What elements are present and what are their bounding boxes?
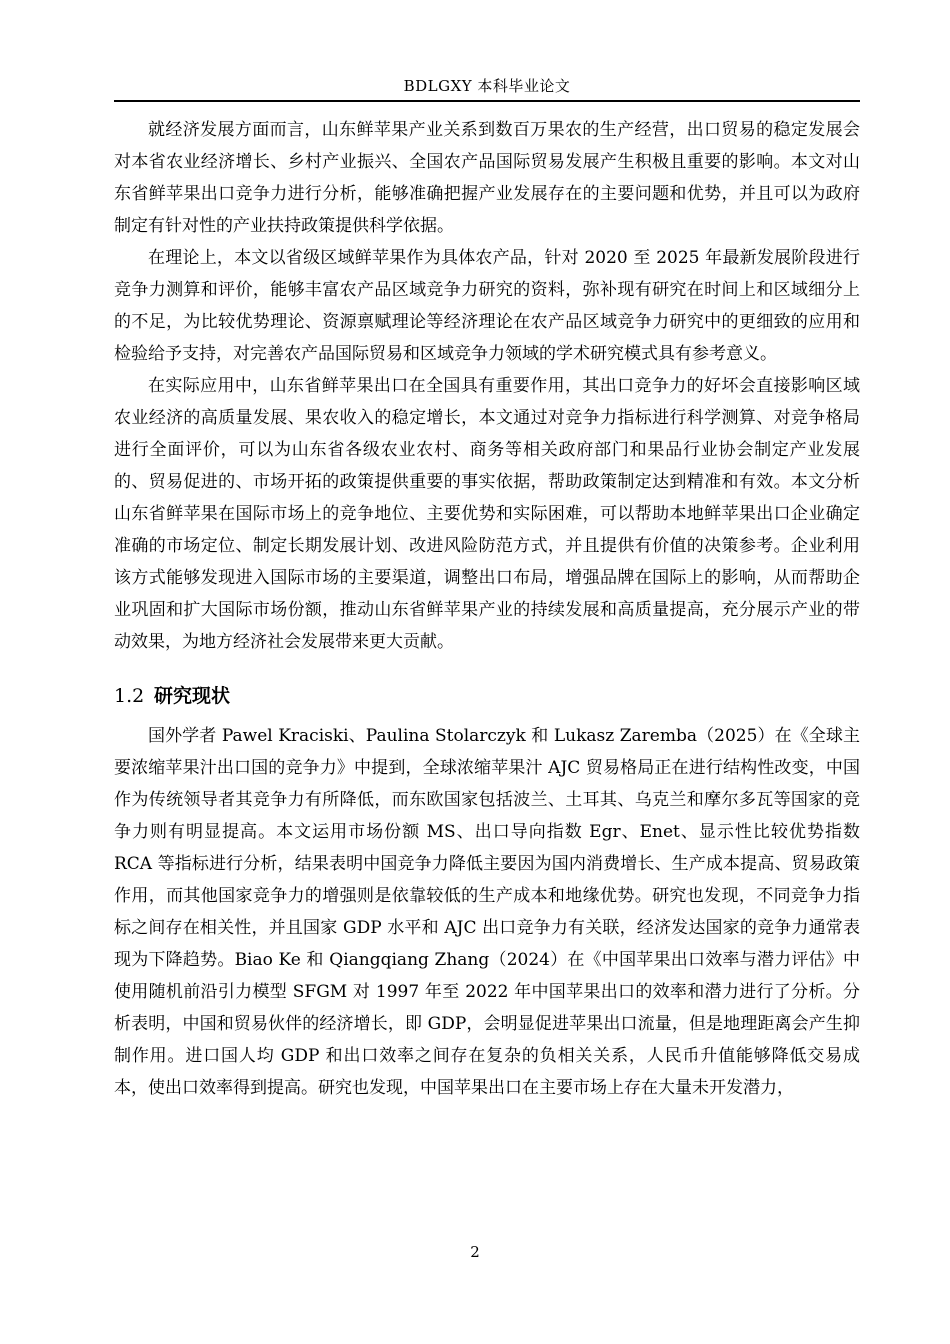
page-header: BDLGXY 本科毕业论文 (403, 77, 571, 95)
body-paragraph: 就经济发展方面而言，山东鲜苹果产业关系到数百万果农的生产经营，出口贸易的稳定发展会对本省农业经济增长、乡村产业振兴、全国农产品国际贸易发展产生积极且重要的影响。本文对山东省鲜苹果出口竞争力进行分析，能够准确把握产业发展存在的主要问题和优势，并且可以为政府制定有针对性的产业扶持政策提供科学依据。 (114, 120, 860, 236)
body-paragraph: 在理论上，本文以省级区域鲜苹果作为具体农产品，针对 2020 至 2025 年最新发展阶段进行竞争力测算和评价，能够丰富农产品区域竞争力研究的资料，弥补现有研究在时间上和区域细分上的不足，为比较优势理论、资源禀赋理论等经济理论在农产品区域竞争力研究中的更细致的应用和检验给予支持，对完善农产品国际贸易和区域竞争力领域的学术研究模式具有参考意义。 (114, 248, 860, 364)
section-heading (114, 680, 860, 712)
section-title: 研究现状 (154, 685, 231, 707)
section-number: 1.2 (114, 685, 145, 707)
body-paragraph: 国外学者 Pawel Kraciski、Paulina Stolarczyk 和 Lukasz Zaremba（2025）在《全球主要浓缩苹果汁出口国的竞争力》中提到，全球浓缩苹果汁 AJC 贸易格局正在进行结构性改变，中国作为传统领导者其竞争力有所降低，而东欧国家包括波兰、土耳其、乌克兰和摩尔多瓦等国家的竞争力则有明显提高。本文运用市场份额 MS、出口导向指数 Egr、Enet、显示性比较优势指数 RCA 等指标进行分析，结果表明中国竞争力降低主要因为国内消费增长、生产成本提高、贸易政策作用，而其他国家竞争力的增强则是依靠较低的生产成本和地缘优势。研究也发现，不同竞争力指标之间存在相关性，并且国家 GDP 水平和 AJC 出口竞争力有关联，经济发达国家的竞争力通常表现为下降趋势。Biao Ke 和 Qiangqiang Zhang（2024）在《中国苹果出口效率与潜力评估》中使用随机前沿引力模型 SFGM 对 1997 年至 2022 年中国苹果出口的效率和潜力进行了分析。分析表明，中国和贸易伙伴的经济增长，即 GDP，会明显促进苹果出口流量，但是地理距离会产生抑制作用。进口国人均 GDP 和出口效率之间存在复杂的负相关关系，人民币升值能够降低交易成本，使出口效率得到提高。研究也发现，中国苹果出口在主要市场上存在大量未开发潜力， (114, 726, 860, 1098)
page-number: 2 (470, 1243, 480, 1261)
header-rule (114, 100, 860, 102)
page-body (114, 114, 860, 1104)
body-paragraph: 在实际应用中，山东省鲜苹果出口在全国具有重要作用，其出口竞争力的好坏会直接影响区域农业经济的高质量发展、果农收入的稳定增长，本文通过对竞争力指标进行科学测算、对竞争格局进行全面评价，可以为山东省各级农业农村、商务等相关政府部门和果品行业协会制定产业发展的、贸易促进的、市场开拓的政策提供重要的事实依据，帮助政策制定达到精准和有效。本文分析山东省鲜苹果在国际市场上的竞争地位、主要优势和实际困难，可以帮助本地鲜苹果出口企业确定准确的市场定位、制定长期发展计划、改进风险防范方式，并且提供有价值的决策参考。企业利用该方式能够发现进入国际市场的主要渠道，调整出口布局，增强品牌在国际上的影响，从而帮助企业巩固和扩大国际市场份额，推动山东省鲜苹果产业的持续发展和高质量提高，充分展示产业的带动效果，为地方经济社会发展带来更大贡献。 (114, 376, 860, 652)
